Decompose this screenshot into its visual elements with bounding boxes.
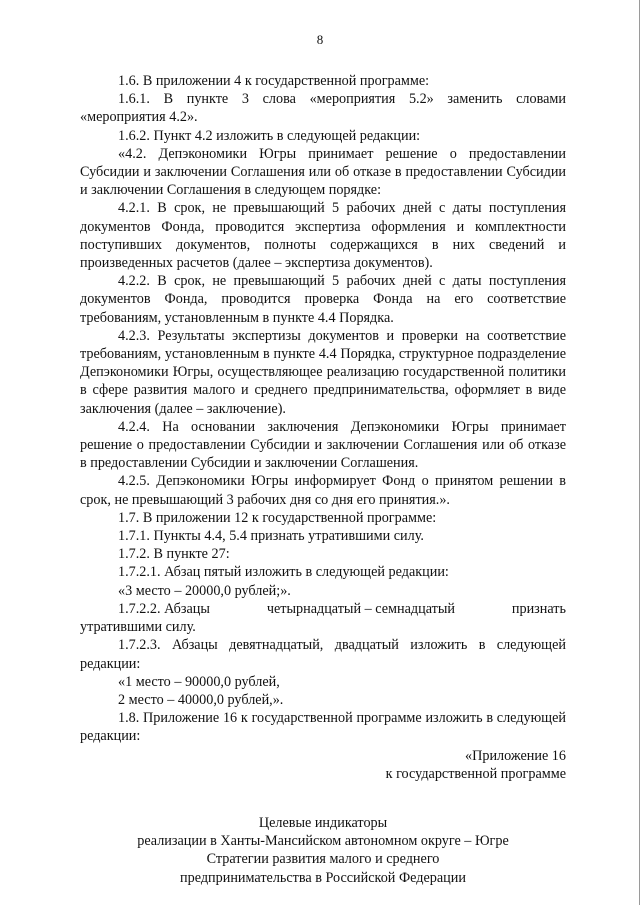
spread-line: [80, 600, 566, 618]
paragraph: 1.7. В приложении 12 к государственной программе:: [118, 509, 437, 526]
paragraph: 1.7.2.3. Абзацы девятнадцатый, двадцатый изложить в следующей редакции:: [80, 637, 566, 672]
heading-line: Стратегии развития малого и среднего: [206, 851, 440, 868]
paragraph: 2 место – 40000,0 рублей,».: [118, 691, 284, 708]
paragraph: 1.6.2. Пункт 4.2 изложить в следующей редакции:: [118, 127, 421, 144]
paragraph: «4.2. Депэкономики Югры принимает решение о предоставлении Субсидии и заключении Соглашения или об отказе в предоставлении Субсидии и заключении Соглашения в следующем порядке:: [80, 145, 566, 199]
paragraph: 1.7.2.1. Абзац пятый изложить в следующей редакции:: [118, 564, 449, 581]
paragraph-continuation: утратившими силу.: [80, 619, 196, 636]
paragraph: 1.7.1. Пункты 4.4, 5.4 признать утратившими силу.: [118, 528, 424, 545]
appendix-label: [80, 747, 566, 783]
paragraph: 4.2.4. На основании заключения Депэкономики Югры принимает решение о предоставлении Субсидии и заключении Соглашения или об отказе в предоставлении Субсидии и заключении Соглашения.: [80, 418, 566, 472]
paragraph: «1 место – 90000,0 рублей,: [118, 673, 280, 690]
spread-part: четырнадцатый – семнадцатый: [266, 600, 455, 617]
paragraph: «3 место – 20000,0 рублей;».: [118, 582, 291, 599]
page-number: 8: [316, 32, 324, 47]
document-body: [80, 72, 566, 887]
heading-line: реализации в Ханты-Мансийском автономном округе – Югре: [137, 833, 509, 850]
paragraph: 4.2.2. В срок, не превышающий 5 рабочих дней с даты поступления документов Фонда, проводится проверка Фонда на его соответствие требованиям, установленным в пункте 4.4 Порядка.: [80, 273, 566, 326]
paragraph: 1.6.1. В пункте 3 слова «мероприятия 5.2» заменить словами «мероприятия 4.2».: [80, 91, 566, 126]
appendix-line: «Приложение 16: [465, 747, 566, 764]
heading-line: предпринимательства в Российской Федерации: [180, 869, 466, 886]
paragraph: 4.2.5. Депэкономики Югры информирует Фонд о принятом решении в срок, не превышающий 3 рабочих дня со дня его принятия.».: [80, 473, 566, 508]
heading-line: Целевые индикаторы: [258, 814, 388, 831]
spread-part: признать: [511, 600, 566, 617]
spread-part: 1.7.2.2. Абзацы: [118, 600, 210, 617]
section-heading: [80, 814, 566, 887]
paragraph: 4.2.3. Результаты экспертизы документов и проверки на соответствие требованиям, установленным в пункте 4.4 Порядка, структурное подразделение Депэкономики Югры, осуществляющее реализацию государственной политики в сфере развития малого и среднего предпринимательства, оформляет в виде заключения (далее – заключение).: [80, 327, 566, 417]
paragraph: 1.6. В приложении 4 к государственной программе:: [118, 73, 430, 89]
appendix-line: к государственной программе: [385, 765, 566, 782]
paragraph: 4.2.1. В срок, не превышающий 5 рабочих дней с даты поступления документов Фонда, проводится экспертиза оформления и комплектности поступивших документов, полноты содержащихся в них сведений и произведенных расчетов (далее – экспертиза документов).: [80, 200, 566, 272]
paragraph: 1.7.2. В пункте 27:: [118, 546, 230, 563]
paragraph: 1.8. Приложение 16 к государственной программе изложить в следующей редакции:: [80, 710, 566, 745]
